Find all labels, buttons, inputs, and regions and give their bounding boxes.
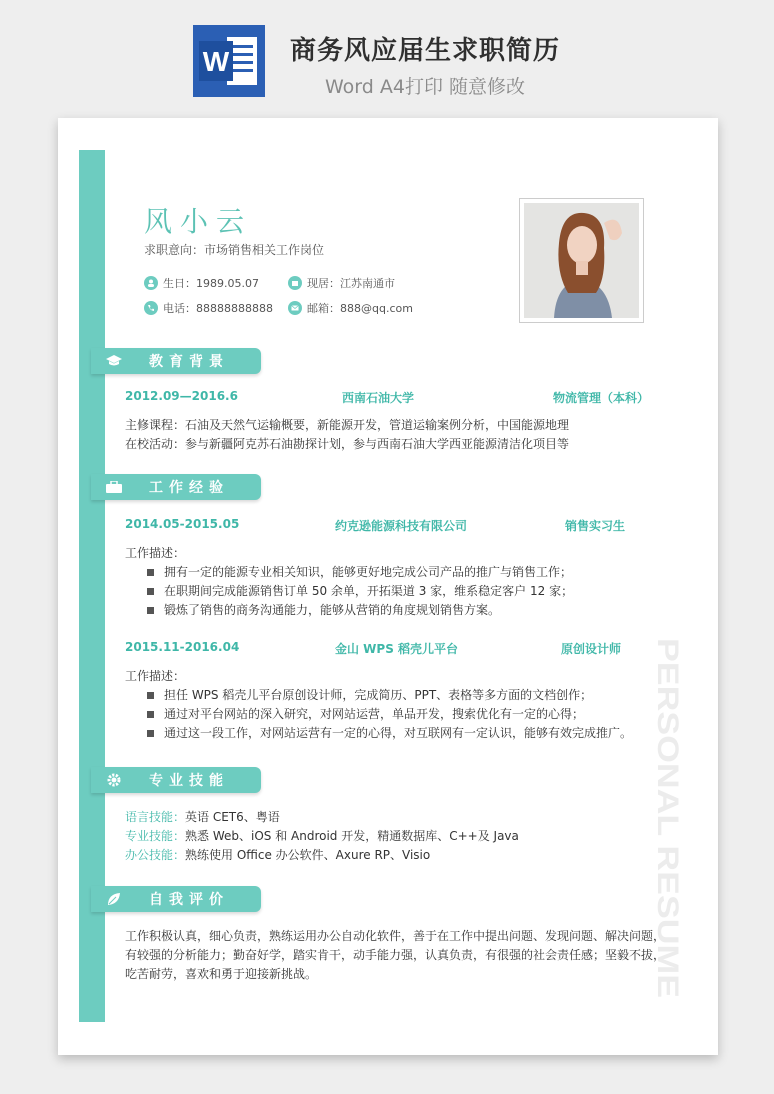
phone-text: 电话：88888888888 [163, 302, 273, 315]
job2-description: 工作描述： 担任 WPS 稻壳儿平台原创设计师，完成简历、PPT、表格等多方面的文档创作； 通过对平台网站的深入研究，对网站运营，单品开发，搜索优化有一定的心得； 通过这一段工作，对网站运营有一定的心得，对互联网有一定认识，能够有效完成推广。 [125, 667, 632, 743]
section-work: 工作经验 [91, 474, 261, 500]
phone-info [144, 300, 273, 316]
briefcase-icon [99, 481, 129, 493]
edu-school: 西南石油大学 [342, 391, 415, 405]
edu-details [125, 416, 569, 454]
job1-company: 约克逊能源科技有限公司 [335, 519, 468, 533]
list-item: 在职期间完成能源销售订单 50 余单，开拓渠道 3 家，维系稳定客户 12 家； [125, 582, 573, 601]
person-icon [144, 276, 158, 290]
skill-language: 语言技能：英语 CET6、粤语 [125, 810, 280, 824]
job2-company: 金山 WPS 稻壳儿平台 [335, 642, 459, 656]
graduation-cap-icon [99, 355, 129, 367]
list-item: 锻炼了销售的商务沟通能力，能够从营销的角度规划销售方案。 [125, 601, 573, 620]
svg-text:PERSONAL RESUME: PERSONAL RESUME [651, 638, 684, 941]
job2-period: 2015.11-2016.04 [125, 640, 240, 654]
birth-text: 生日：1989.05.07 [163, 277, 259, 290]
svg-text:W: W [202, 46, 230, 77]
profile-photo [519, 198, 644, 323]
list-item: 担任 WPS 稻壳儿平台原创设计师，完成简历、PPT、表格等多方面的文档创作； [125, 686, 632, 705]
section-education: 教育背景 [91, 348, 261, 374]
job1-period: 2014.05-2015.05 [125, 517, 240, 531]
skill-professional: 专业技能：熟悉 Web、iOS 和 Android 开发，精通数据库、C++及 Java [125, 829, 519, 843]
birth-info [144, 275, 259, 291]
section-self-eval: 自我评价 [91, 886, 261, 912]
resume-page [58, 118, 718, 1055]
edu-activities: 在校活动：参与新疆阿克苏石油勘探计划，参与西南石油大学西亚能源清洁化项目等 [125, 437, 570, 451]
job1-role: 销售实习生 [565, 519, 626, 533]
phone-icon [144, 301, 158, 315]
self-eval-text: 工作积极认真，细心负责，熟练运用办公自动化软件，善于在工作中提出问题、发现问题、解决问题， 有较强的分析能力；勤奋好学，踏实肯干，动手能力强，认真负责，有很强的社会责任感；坚毅不拔， 吃苦耐劳，喜欢和勇于迎接新挑战。 [125, 929, 666, 981]
edu-major: 物流管理（本科） [553, 391, 650, 405]
page-title: 商务风应届生求职简历 [290, 36, 561, 66]
skill-office: 办公技能：熟练使用 Office 办公软件、Axure RP、Visio [125, 848, 431, 862]
location-text: 现居：江苏南通市 [307, 277, 395, 290]
location-info [288, 275, 395, 291]
job1-description: 工作描述： 拥有一定的能源专业相关知识，能够更好地完成公司产品的推广与销售工作； 在职期间完成能源销售订单 50 余单，开拓渠道 3 家，维系稳定客户 12 家； 锻炼了销售的商务沟通能力，能够从营销的角度规划销售方案。 [125, 544, 573, 620]
page-subtitle: Word A4打印 随意修改 [325, 76, 526, 98]
list-item: 通过这一段工作，对网站运营有一定的心得，对互联网有一定认识，能够有效完成推广。 [125, 724, 632, 743]
section-skills: 专业技能 [91, 767, 261, 793]
candidate-name: 风小云 [144, 205, 253, 238]
edu-period: 2012.09—2016.6 [125, 389, 238, 403]
word-doc-icon [193, 25, 265, 97]
list-item: 拥有一定的能源专业相关知识，能够更好地完成公司产品的推广与销售工作； [125, 563, 573, 582]
list-item: 通过对平台网站的深入研究，对网站运营，单品开发，搜索优化有一定的心得； [125, 705, 632, 724]
gear-icon [99, 773, 129, 787]
home-icon [288, 276, 302, 290]
mail-icon [288, 301, 302, 315]
edu-courses: 主修课程：石油及天然气运输概要，新能源开发，管道运输案例分析，中国能源地理 [125, 418, 570, 432]
leaf-icon [99, 892, 129, 906]
job-intent: 求职意向：市场销售相关工作岗位 [144, 243, 325, 257]
email-info [288, 300, 413, 316]
job2-role: 原创设计师 [561, 642, 622, 656]
skills-list [125, 808, 519, 865]
watermark-text [648, 638, 688, 998]
email-text: 邮箱：888@qq.com [307, 302, 413, 315]
